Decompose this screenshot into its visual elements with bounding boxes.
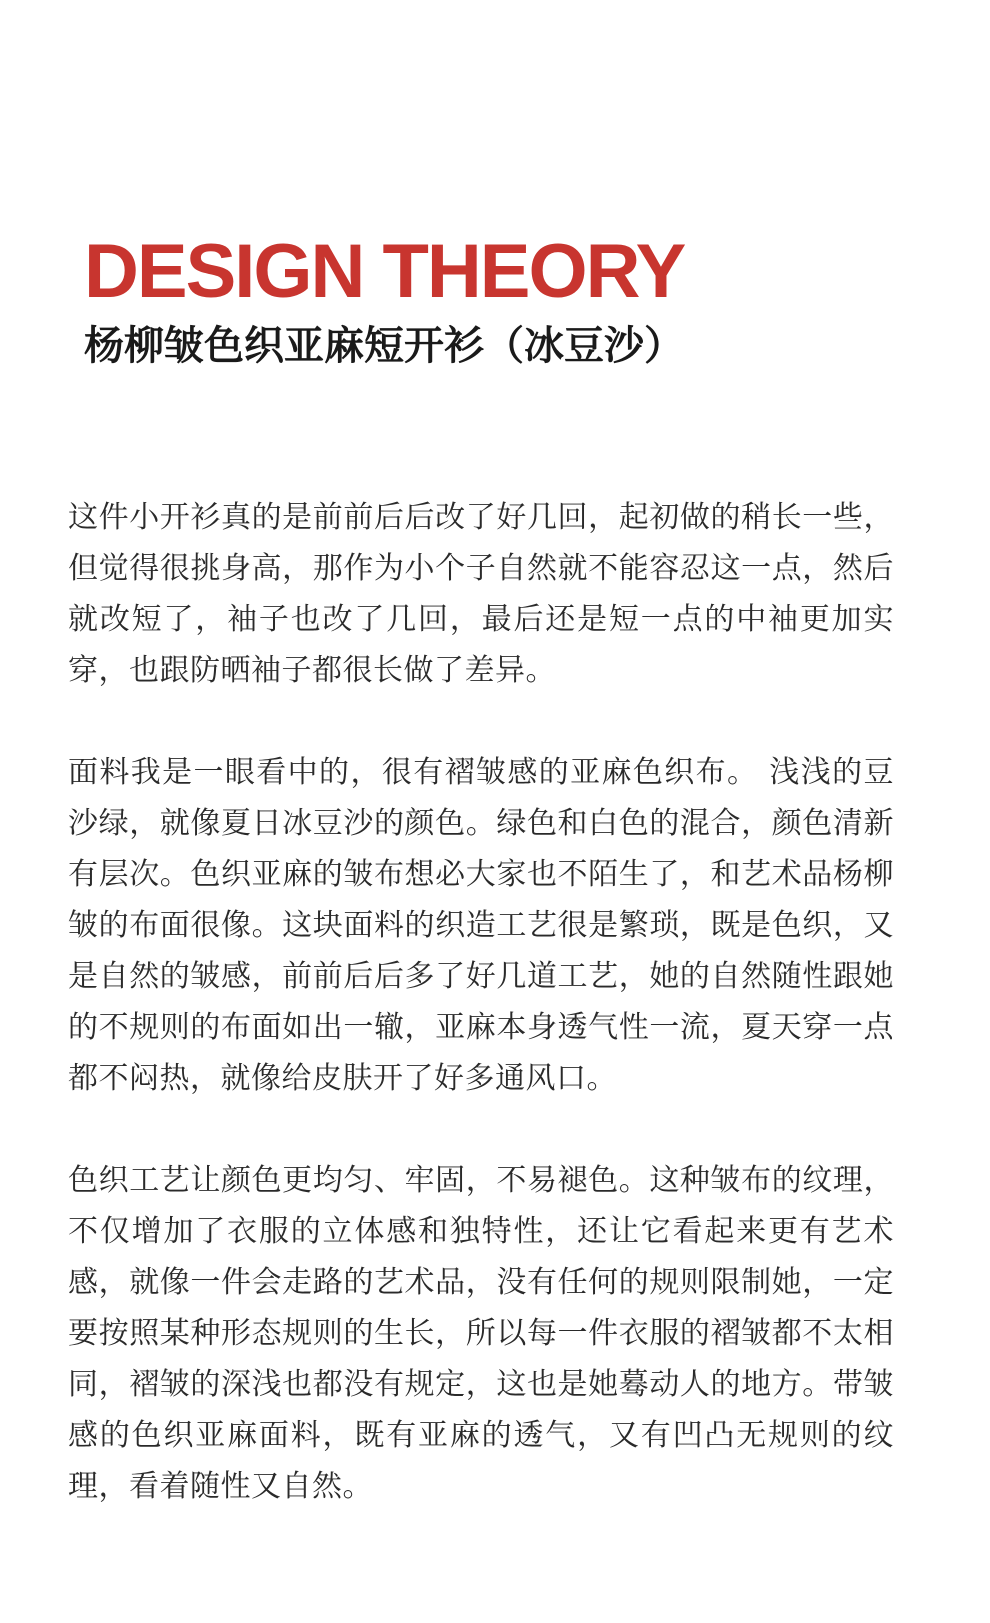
article-body [68,492,894,1563]
product-title: 杨柳皱色织亚麻短开衫（冰豆沙） [84,323,684,369]
page-title: DESIGN THEORY [84,229,685,314]
paragraph-1: 这件小开衫真的是前前后后改了好几回，起初做的稍长一些，但觉得很挑身高，那作为小个子自然就不能容忍这一点，然后就改短了，袖子也改了几回，最后还是短一点的中袖更加实穿，也跟防晒袖子都很长做了差异。 [68,500,894,688]
paragraph-2: 面料我是一眼看中的，很有褶皱感的亚麻色织布。 浅浅的豆沙绿，就像夏日冰豆沙的颜色。绿色和白色的混合，颜色清新有层次。色织亚麻的皱布想必大家也不陌生了，和艺术品杨柳皱的布面很像。这块面料的织造工艺很是繁琐，既是色织，又是自然的皱感，前前后后多了好几道工艺，她的自然随性跟她的不规则的布面如出一辙，亚麻本身透气性一流，夏天穿一点都不闷热，就像给皮肤开了好多通风口。 [68,755,894,1096]
paragraph-3: 色织工艺让颜色更均匀、牢固，不易褪色。这种皱布的纹理，不仅增加了衣服的立体感和独特性，还让它看起来更有艺术感，就像一件会走路的艺术品，没有任何的规则限制她，一定要按照某种形态规则的生长，所以每一件衣服的褶皱都不太相同，褶皱的深浅也都没有规定，这也是她蓦动人的地方。带皱感的色织亚麻面料，既有亚麻的透气，又有凹凸无规则的纹理，看着随性又自然。 [68,1163,894,1504]
